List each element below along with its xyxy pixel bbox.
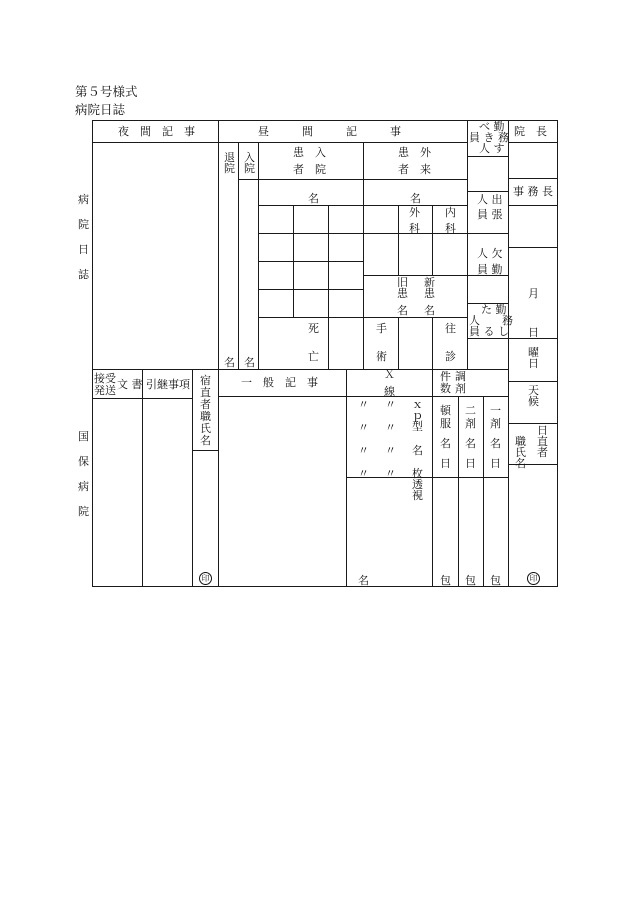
ditto-mark: 〃 <box>358 467 369 480</box>
old-patient-count-unit: 名 <box>397 304 408 317</box>
count-label-1: 件 <box>440 370 451 383</box>
night-seal-icon: 印 <box>199 572 212 585</box>
second-dose-label-1: 二 <box>465 404 476 417</box>
dispensing-label-1: 調 <box>455 370 466 383</box>
ditto-mark: 〃 <box>385 421 396 434</box>
handover-label: 引継事項 <box>146 378 190 391</box>
count-label-2: 数 <box>440 382 451 395</box>
outpatient-label-1: 患 外 <box>398 146 431 159</box>
discharge-char-2: 院 <box>224 162 235 175</box>
xray-label-1: Ｘ <box>384 368 395 381</box>
first-dose-day-unit: 日 <box>490 457 501 470</box>
ditto-mark: 〃 <box>358 421 369 434</box>
side-label-top-4: 誌 <box>78 268 89 281</box>
dose-day-unit: 日 <box>440 457 451 470</box>
form-title: 病院日誌 <box>75 102 126 117</box>
xray-count-unit: 名 <box>358 574 369 587</box>
on-duty-char-2: 直 <box>200 386 211 399</box>
surgery-label-1: 外 <box>409 206 420 219</box>
operation-label-1: 手 <box>376 322 387 335</box>
second-dose-pack-unit: 包 <box>465 574 476 587</box>
form-number: 第５号様式 <box>75 84 138 99</box>
worked-label-1: た 勤 <box>481 303 507 316</box>
side-label-bottom-4: 院 <box>78 505 89 518</box>
second-dose-day-unit: 日 <box>465 457 476 470</box>
weather-label-2: 候 <box>528 395 539 408</box>
day-duty-label-2: 職 直 <box>515 435 548 448</box>
to-work-label-2: 員 き 務 <box>469 131 509 144</box>
worked-label-2: 人 務 <box>469 314 513 327</box>
home-visit-label-1: 往 <box>445 322 456 335</box>
old-patient-label-2: 患 <box>397 287 408 300</box>
xray-label-2: 線 <box>384 385 395 398</box>
ditto-mark: 〃 <box>358 398 369 411</box>
ditto-mark: 〃 <box>385 398 396 411</box>
month-label: 月 <box>528 287 539 300</box>
day-records-header: 昼 間 記 事 <box>258 125 401 138</box>
first-dose-label-2: 剤 <box>490 417 501 430</box>
surgery-label-2: 科 <box>409 222 420 235</box>
absent-label-2: 員 勤 <box>477 263 503 276</box>
inpatient-count-unit: 名 <box>308 192 319 205</box>
admission-char-2: 院 <box>244 162 255 175</box>
new-patient-label-1: 新 <box>424 276 435 289</box>
director-label: 院 長 <box>514 125 547 138</box>
outpatient-label-2: 者 来 <box>398 163 431 176</box>
internal-label-1: 内 <box>445 206 456 219</box>
discharge-count-unit: 名 <box>224 356 235 369</box>
old-patient-label-1: 旧 <box>397 276 408 289</box>
dose-pack-unit: 包 <box>440 574 451 587</box>
inpatient-label-1: 患 入 <box>293 146 326 159</box>
night-records-header: 夜 間 記 事 <box>118 125 195 138</box>
to-work-label-3: 人 す <box>479 142 505 155</box>
dose-label-1: 頓 <box>440 404 451 417</box>
first-dose-pack-unit: 包 <box>490 574 501 587</box>
business-trip-label-1: 人 出 <box>477 193 503 206</box>
xp-name-label: 名 <box>412 444 423 457</box>
dose-name-unit: 名 <box>440 437 451 450</box>
side-label-bottom-2: 保 <box>78 455 89 468</box>
dose-label-2: 服 <box>440 417 451 430</box>
documents-label: 文 書 <box>117 378 143 391</box>
day-duty-seal-icon: 印 <box>527 572 540 585</box>
weather-label-1: 天 <box>528 384 539 397</box>
fluoro-char-1: 枚 <box>412 467 423 480</box>
date-label: 日 <box>528 326 539 339</box>
operation-label-2: 術 <box>376 350 387 363</box>
fluoro-char-2: 透 <box>412 478 423 491</box>
dispensing-label-2: 剤 <box>455 382 466 395</box>
fluoro-char-3: 視 <box>412 489 423 502</box>
new-patient-count-unit: 名 <box>424 304 435 317</box>
business-trip-label-2: 員 張 <box>477 208 503 221</box>
on-duty-char-6: 名 <box>200 434 211 447</box>
on-duty-char-1: 宿 <box>200 374 211 387</box>
first-dose-name-unit: 名 <box>490 437 501 450</box>
inpatient-label-2: 者 院 <box>293 163 326 176</box>
worked-label-3: 員 る し <box>469 325 509 338</box>
admission-char-1: 入 <box>244 151 255 164</box>
ditto-mark: 〃 <box>385 467 396 480</box>
day-duty-label-3: 氏 者 <box>515 446 548 459</box>
xp-type-char-2: ｐ <box>412 409 423 422</box>
side-label-top-2: 院 <box>78 218 89 231</box>
home-visit-label-2: 診 <box>445 350 456 363</box>
weekday-label-2: 日 <box>528 357 539 370</box>
internal-label-2: 科 <box>445 222 456 235</box>
weekday-label-1: 曜 <box>528 346 539 359</box>
on-duty-char-3: 者 <box>200 398 211 411</box>
absent-label-1: 人 欠 <box>477 247 503 260</box>
death-label-2: 亡 <box>308 350 319 363</box>
ditto-mark: 〃 <box>358 444 369 457</box>
side-label-bottom-3: 病 <box>78 480 89 493</box>
death-label-1: 死 <box>308 322 319 335</box>
admin-head-label: 事 務 長 <box>513 185 553 198</box>
discharge-char-1: 退 <box>224 151 235 164</box>
general-records-header: 一 般 記 事 <box>241 376 318 389</box>
side-label-top-3: 日 <box>78 243 89 256</box>
xp-type-char-3: 型 <box>412 420 423 433</box>
side-label-bottom-1: 国 <box>78 430 89 443</box>
ditto-mark: 〃 <box>385 444 396 457</box>
second-dose-name-unit: 名 <box>465 437 476 450</box>
first-dose-label-1: 一 <box>490 404 501 417</box>
day-duty-label-4: 名 <box>515 457 526 470</box>
to-work-label-1: べ 勤 <box>479 120 505 133</box>
new-patient-label-2: 患 <box>424 287 435 300</box>
second-dose-label-2: 剤 <box>465 417 476 430</box>
admission-count-unit: 名 <box>244 356 255 369</box>
on-duty-char-4: 職 <box>200 410 211 423</box>
outpatient-count-unit: 名 <box>410 192 421 205</box>
side-label-top-1: 病 <box>78 193 89 206</box>
day-duty-label-1: 日 <box>537 424 548 437</box>
on-duty-char-5: 氏 <box>200 422 211 435</box>
sent-label: 発送 <box>94 384 116 397</box>
xp-type-char-1: ｘ <box>412 398 423 411</box>
received-label: 接受 <box>94 372 116 385</box>
